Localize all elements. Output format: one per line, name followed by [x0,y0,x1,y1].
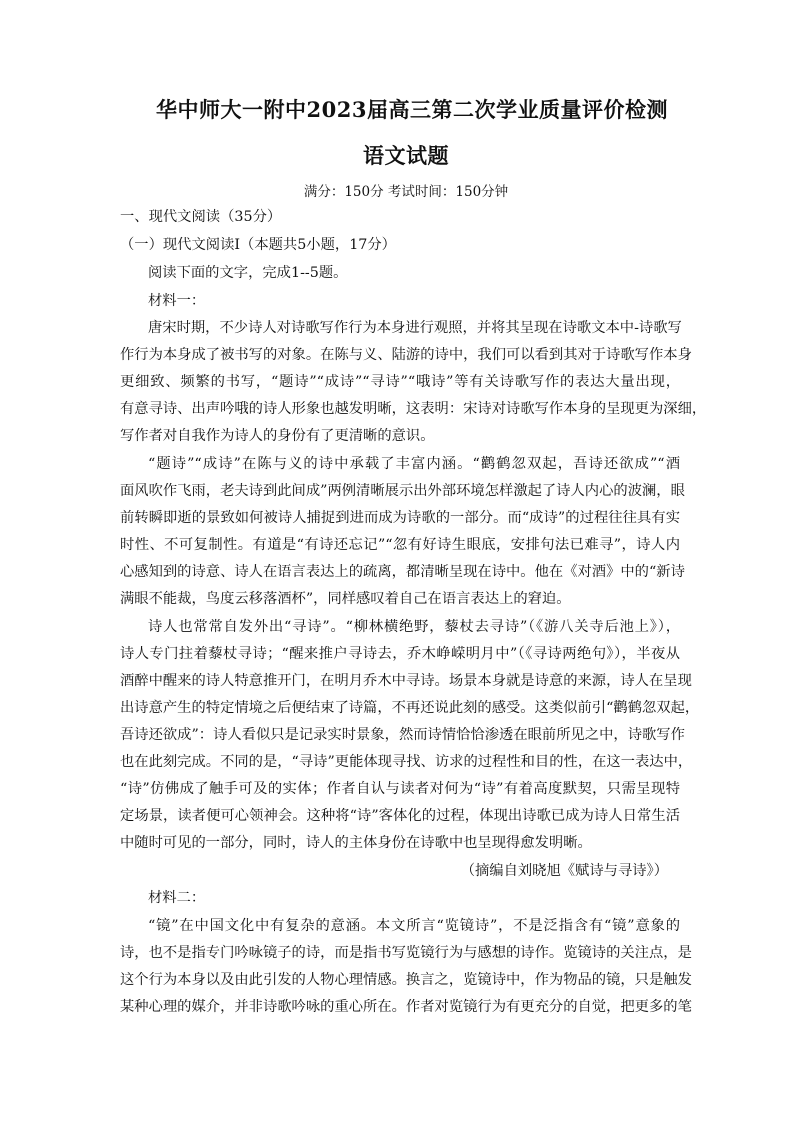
text-line: 满眼不能裁，鸟度云移落酒杯”，同样感叹着自己在语言表达上的窘迫。 [120,591,571,607]
text-line: 诗人也常常自发外出“寻诗”。“柳林横绝野，藜杖去寻诗”（《游八关寺后池上》）， [148,619,680,635]
text-line: 写作者对自我作为诗人的身份有了更清晰的意识。 [120,428,435,444]
exam-title: 华中师大一附中2023届高三第二次学业质量评价检测 [156,97,668,122]
text-line: 前转瞬即逝的景致如何被诗人捕捉到进而成为诗歌的一部分。而“成诗”的过程往往具有实 [120,510,680,526]
text-line: 中随时可见的一部分，同时，诗人的主体身份在诗歌中也呈现得愈发明晰。 [120,835,592,851]
text-line: 时性、不可复制性。有道是“有诗还忘记”“忽有好诗生眼底，安排句法已难寻”，诗人内 [120,537,680,553]
text-line: 这个行为本身以及由此引发的人物心理情感。换言之，览镜诗中，作为物品的镜，只是触发 [120,972,692,988]
material-1-source: （摘编自刘晓旭《赋诗与寻诗》） [460,863,668,879]
text-line: 有意寻诗、出声吟哦的诗人形象也越发明晰，这表明：宋诗对诗歌写作本身的呈现更为深细， [120,401,707,417]
text-line: “诗”仿佛成了触手可及的实体；作者自认与读者对何为“诗”有着高度默契，只需呈现特 [120,781,680,797]
material-2-label: 材料二： [148,890,206,906]
exam-subtitle: 语文试题 [363,143,449,168]
instruction: 阅读下面的文字，完成1--5题。 [148,265,348,281]
text-line: 作行为本身成了被书写的对象。在陈与义、陆游的诗中，我们可以看到其对于诗歌写作本身 [120,347,692,363]
text-line: 心感知到的诗意、诗人在语言表达上的疏离，都清晰呈现在诗中。他在《对酒》中的“新诗 [120,564,685,580]
text-line: “题诗”“成诗”在陈与义的诗中承载了丰富内涵。“鹳鹤忽双起，吾诗还欲成”“酒 [148,456,680,472]
exam-info: 满分：150分 考试时间：150分钟 [303,184,509,200]
text-line: 酒醉中醒来的诗人特意推开门，在明月乔木中寻诗。场景本身就是诗意的来源，诗人在呈现 [120,673,692,689]
text-line: 唐宋时期，不少诗人对诗歌写作行为本身进行观照，并将其呈现在诗歌文本中-诗歌写 [148,320,682,336]
text-line: 也在此刻完成。不同的是，“寻诗”更能体现寻找、访求的过程性和目的性，在这一表达中， [120,754,693,770]
section-heading: 一、现代文阅读（35分） [120,209,282,225]
sub-section-heading: （一）现代文阅读Ⅰ（本题共5小题，17分） [120,237,396,253]
text-line: 面风吹作飞雨，老夫诗到此间成”两例清晰展示出外部环境怎样激起了诗人内心的波澜，眼 [120,483,685,499]
material-1-label: 材料一： [148,293,206,309]
text-line: 诗人专门拄着藜杖寻诗；“醒来推户寻诗去，乔木峥嵘明月中”（《寻诗两绝句》），半夜从 [120,646,680,662]
text-line: 某种心理的媒介，并非诗歌吟咏的重心所在。作者对览镜行为有更充分的自觉，把更多的笔 [120,999,692,1015]
text-line: 更细致、频繁的书写，“题诗”“成诗”“寻诗”“哦诗”等有关诗歌写作的表达大量出现， [120,374,680,390]
text-line: 定场景，读者便可心领神会。这种将“诗”客体化的过程，体现出诗歌已成为诗人日常生活 [120,808,680,824]
text-line: 诗，也不是指专门吟咏镜子的诗，而是指书写览镜行为与感想的诗作。览镜诗的关注点，是 [120,945,692,961]
text-line: 吾诗还欲成”：诗人看似只是记录实时景象，然而诗情恰恰渗透在眼前所见之中，诗歌写作 [120,727,685,743]
text-line: 出诗意产生的特定情境之后便结束了诗篇，不再还说此刻的感受。这类似前引“鹳鹤忽双起， [120,700,700,716]
text-line: “镜”在中国文化中有复杂的意涵。本文所言“览镜诗”，不是泛指含有“镜”意象的 [148,918,680,934]
